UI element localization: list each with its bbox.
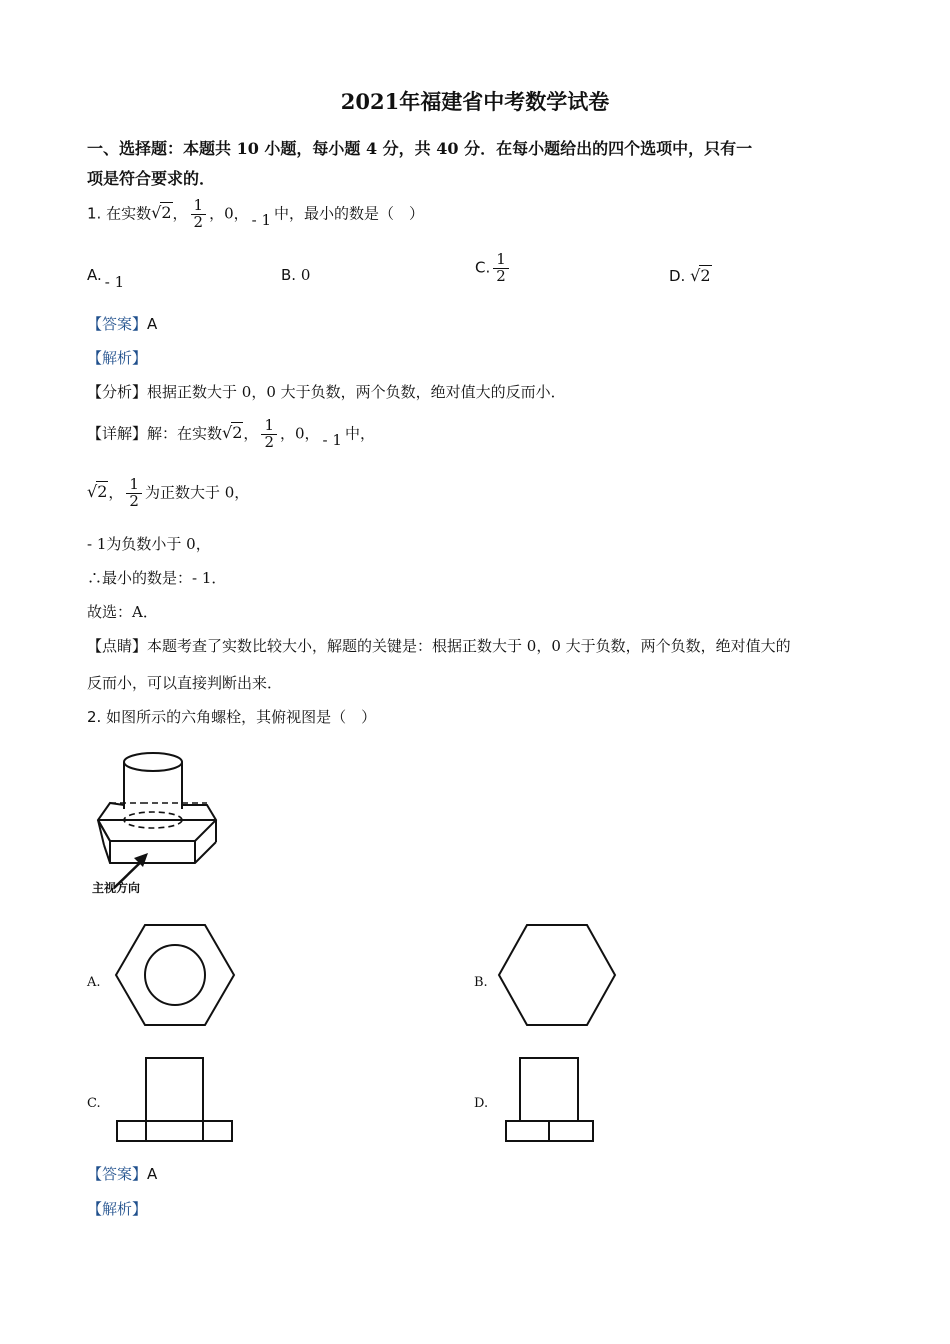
q2-stem: 2. 如图所示的六角螺栓，其俯视图是（ ） xyxy=(87,708,377,726)
q1-neg1: - 1 xyxy=(251,211,272,230)
q2-option-b-shape[interactable] xyxy=(497,923,617,1027)
q1-positive-line: √2， $\frac{1}{2}$ 为正数大于 0， xyxy=(87,475,250,510)
q1-stem: 1. 在实数√2， $\frac{1}{2}$ ，0， - 1 中，最小的数是（ ） xyxy=(87,196,425,231)
q1-answer: 【答案】A xyxy=(87,315,158,333)
section-heading-line1: 一、选择题：本题共 10 小题，每小题 4 分，共 40 分．在每小题给出的四个选项中，只有一 xyxy=(87,139,753,158)
q1-dianjing-line2: 反而小，可以直接判断出来． xyxy=(87,674,283,692)
q2-option-d-shape[interactable] xyxy=(504,1056,596,1144)
q2-option-a-shape[interactable] xyxy=(114,923,236,1027)
q2-option-c-label[interactable]: C. xyxy=(87,1096,101,1111)
q1-text-before: 在实数 xyxy=(106,204,152,223)
q2-answer: 【答案】A xyxy=(87,1165,158,1183)
q1-option-d[interactable]: D. √2 xyxy=(669,266,711,285)
bolt-figure xyxy=(90,745,230,900)
q1-negative-line: - 1为负数小于 0， xyxy=(87,535,211,553)
q1-sqrt: √2 xyxy=(151,203,172,223)
figure-caption: 主视方向 xyxy=(92,881,141,895)
q2-option-c-shape[interactable] xyxy=(115,1056,235,1144)
q1-dianjing-line1: 【点睛】本题考查了实数比较大小，解题的关键是：根据正数大于 0，0 大于负数，两个负数，绝对值大的 xyxy=(87,637,791,655)
q1-xiangjie: 【详解】解：在实数√2， $\frac{1}{2}$ ，0， - 1 中， xyxy=(87,416,375,451)
q1-text-after: 中，最小的数是（ ） xyxy=(274,204,425,223)
q2-option-d-label[interactable]: D. xyxy=(474,1096,489,1111)
q2-option-b-label[interactable]: B. xyxy=(474,975,488,990)
q1-choose: 故选：A． xyxy=(87,603,158,621)
section-heading-line2: 项是符合要求的． xyxy=(87,169,216,188)
page-title: 2021年福建省中考数学试卷 xyxy=(340,89,610,114)
q1-option-a[interactable]: A. - 1 xyxy=(87,266,125,291)
q2-analysis-tag: 【解析】 xyxy=(87,1200,148,1218)
q1-fenxi: 【分析】根据正数大于 0，0 大于负数，两个负数，绝对值大的反而小． xyxy=(87,383,566,401)
q1-fraction: $\frac{1}{2}$ xyxy=(191,198,207,231)
q1-option-b[interactable]: B. 0 xyxy=(281,266,311,284)
q1-option-c[interactable]: C. $\frac{1}{2}$ xyxy=(475,252,512,285)
q1-analysis-tag: 【解析】 xyxy=(87,349,148,367)
q1-therefore: ∴最小的数是：- 1． xyxy=(87,569,227,587)
q2-option-a-label[interactable]: A. xyxy=(87,975,101,990)
q1-number: 1. xyxy=(87,204,102,223)
